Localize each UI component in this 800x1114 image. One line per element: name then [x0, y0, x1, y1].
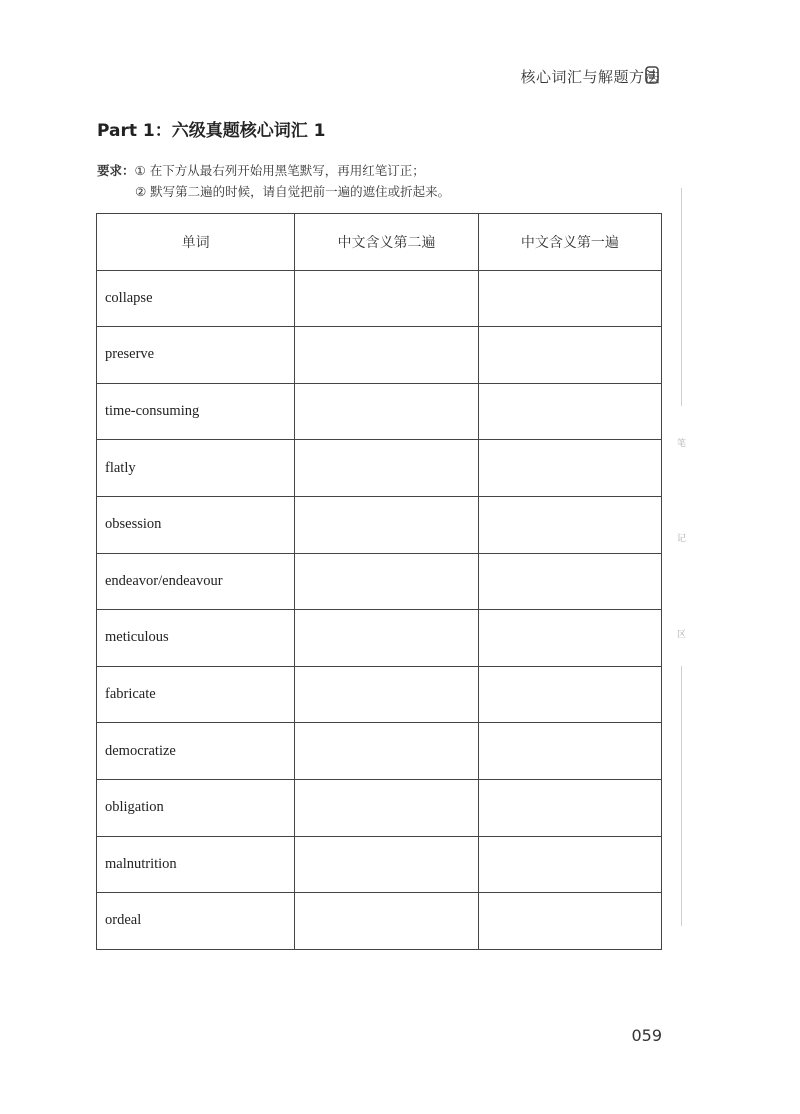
column-header-meaning-second: 中文含义第二遍	[295, 214, 478, 271]
word-cell: endeavor/endeavour	[97, 553, 295, 610]
meaning-second-cell[interactable]	[295, 383, 478, 440]
page-number: 059	[631, 1026, 662, 1045]
notes-area-divider-bottom	[681, 666, 682, 926]
table-header-row	[97, 214, 662, 271]
word-cell: obsession	[97, 496, 295, 553]
notes-area-label-char: 记	[677, 534, 687, 544]
meaning-first-cell[interactable]	[478, 440, 661, 497]
table-row	[97, 496, 662, 553]
table-row	[97, 440, 662, 497]
word-cell: time-consuming	[97, 383, 295, 440]
table-row	[97, 270, 662, 327]
table-row	[97, 610, 662, 667]
requirements-line-1	[97, 160, 450, 181]
column-header-word: 单词	[97, 214, 295, 271]
meaning-second-cell[interactable]	[295, 610, 478, 667]
table-row	[97, 836, 662, 893]
meaning-first-cell[interactable]	[478, 893, 661, 950]
word-cell: obligation	[97, 779, 295, 836]
table-row	[97, 893, 662, 950]
meaning-first-cell[interactable]	[478, 553, 661, 610]
part-title: Part 1：六级真题核心词汇 1	[97, 121, 326, 141]
meaning-second-cell[interactable]	[295, 270, 478, 327]
meaning-second-cell[interactable]	[295, 723, 478, 780]
meaning-second-cell[interactable]	[295, 440, 478, 497]
word-cell: ordeal	[97, 893, 295, 950]
meaning-second-cell[interactable]	[295, 553, 478, 610]
word-cell: meticulous	[97, 610, 295, 667]
book-glyph-icon	[645, 66, 659, 84]
meaning-first-cell[interactable]	[478, 836, 661, 893]
table-row	[97, 666, 662, 723]
word-cell: preserve	[97, 327, 295, 384]
word-cell: malnutrition	[97, 836, 295, 893]
meaning-first-cell[interactable]	[478, 610, 661, 667]
requirements-item-1: ① 在下方从最右列开始用黑笔默写，再用红笔订正；	[134, 163, 425, 178]
requirements-block	[97, 160, 450, 202]
table-row	[97, 327, 662, 384]
table-row	[97, 383, 662, 440]
meaning-second-cell[interactable]	[295, 666, 478, 723]
meaning-first-cell[interactable]	[478, 327, 661, 384]
meaning-first-cell[interactable]	[478, 496, 661, 553]
notes-area-label-char: 笔	[677, 439, 687, 449]
table-row	[97, 779, 662, 836]
word-cell: fabricate	[97, 666, 295, 723]
requirements-item-2: ② 默写第二遍的时候，请自觉把前一遍的遮住或折起来。	[135, 184, 451, 199]
word-cell: collapse	[97, 270, 295, 327]
column-header-meaning-first: 中文含义第一遍	[478, 214, 661, 271]
meaning-first-cell[interactable]	[478, 383, 661, 440]
meaning-second-cell[interactable]	[295, 496, 478, 553]
meaning-first-cell[interactable]	[478, 666, 661, 723]
meaning-second-cell[interactable]	[295, 327, 478, 384]
meaning-second-cell[interactable]	[295, 836, 478, 893]
meaning-second-cell[interactable]	[295, 779, 478, 836]
word-cell: democratize	[97, 723, 295, 780]
notes-area-divider-top	[681, 188, 682, 406]
meaning-first-cell[interactable]	[478, 270, 661, 327]
word-cell: flatly	[97, 440, 295, 497]
meaning-first-cell[interactable]	[478, 779, 661, 836]
vocabulary-table	[96, 213, 662, 950]
table-row	[97, 553, 662, 610]
running-header-title: 核心词汇与解题方法	[520, 68, 660, 86]
meaning-second-cell[interactable]	[295, 893, 478, 950]
requirements-label: 要求：	[97, 163, 135, 178]
meaning-first-cell[interactable]	[478, 723, 661, 780]
table-row	[97, 723, 662, 780]
notes-area-label-char: 区	[677, 630, 687, 640]
